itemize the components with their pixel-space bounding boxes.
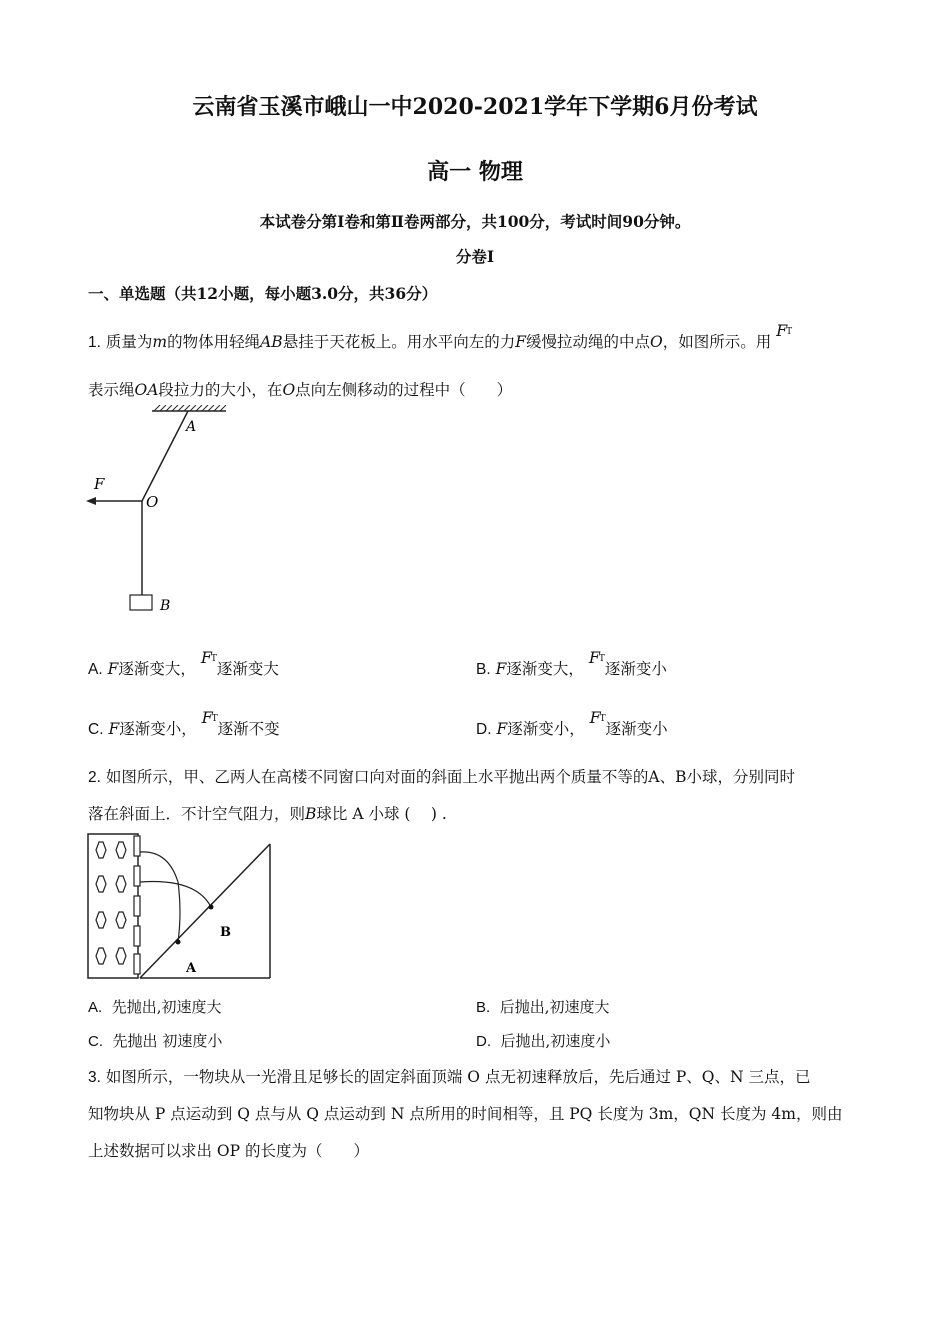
option-text: 逐渐变小 xyxy=(604,660,667,678)
q2-text: 球比 A 小球 ( ) . xyxy=(316,805,447,823)
option-text: 先抛出,初速度大 xyxy=(111,998,222,1016)
q1-var-oa: OA xyxy=(134,381,159,399)
option-var-f: F xyxy=(107,660,119,678)
option-text: 逐渐变小 xyxy=(605,720,668,738)
option-var-f: F xyxy=(496,720,508,738)
exam-title: 云南省玉溪市峨山一中2020-2021学年下学期6月份考试 xyxy=(192,94,758,120)
option-text: 逐渐变大 xyxy=(216,660,279,678)
q1-var-o: O xyxy=(650,333,663,351)
q1-number: 1. xyxy=(88,334,101,351)
building xyxy=(88,834,138,978)
q2-option-c[interactable] xyxy=(88,1030,222,1051)
trajectory-b xyxy=(140,882,211,907)
incline xyxy=(140,844,270,978)
q1-figure xyxy=(80,405,250,620)
q1-text: ，如图所示。用 xyxy=(662,333,772,351)
q1-text: 点向左侧移动的过程中（ ） xyxy=(295,381,513,399)
option-text: 逐渐变小， xyxy=(119,720,197,738)
label-f: F xyxy=(94,475,105,493)
option-letter: C. xyxy=(88,1033,103,1050)
option-var-f: F xyxy=(108,720,120,738)
part-heading: 一、单选题（共12小题，每小题3.0分，共36分） xyxy=(88,284,438,303)
ft-symbol: F T xyxy=(200,648,217,667)
mass-block xyxy=(130,595,152,610)
q1-var-m: m xyxy=(152,333,168,351)
q1-var-f: F xyxy=(515,333,526,351)
label-b: B xyxy=(160,598,171,614)
label-b: B xyxy=(220,925,231,940)
q3-line3: 上述数据可以求出 OP 的长度为（ ） xyxy=(88,1142,369,1160)
option-letter: A. xyxy=(88,999,103,1016)
option-letter: C. xyxy=(88,721,104,738)
ft-symbol: F T xyxy=(776,321,793,340)
q1-option-a[interactable] xyxy=(88,648,279,679)
q2-line1 xyxy=(88,765,795,787)
ft-symbol: F T xyxy=(588,648,605,667)
rope-oa xyxy=(142,411,188,501)
exam-info: 本试卷分第Ⅰ卷和第Ⅱ卷两部分，共100分，考试时间90分钟。 xyxy=(259,212,691,231)
option-text: 逐渐变大， xyxy=(506,660,584,678)
option-text: 后抛出,初速度大 xyxy=(499,998,610,1016)
section-label: 分卷I xyxy=(455,247,495,266)
option-text: 后抛出,初速度小 xyxy=(500,1032,611,1050)
q3-number: 3. xyxy=(88,1069,101,1086)
q3-line1 xyxy=(88,1065,811,1087)
option-letter: A. xyxy=(88,661,103,678)
q1-text: 表示绳 xyxy=(88,381,135,399)
option-text: 逐渐变大， xyxy=(118,660,196,678)
q3-line2: 知物块从 P 点运动到 Q 点与从 Q 点运动到 N 点所用的时间相等，且 PQ 长度为 3m，QN 长度为 4m，则由 xyxy=(88,1105,843,1123)
ft-symbol: F T xyxy=(589,708,606,727)
q1-option-b[interactable] xyxy=(476,648,667,679)
option-var-f: F xyxy=(495,660,507,678)
q1-text: 悬挂于天花板上。用水平向左的力 xyxy=(282,333,516,351)
ball-a xyxy=(176,940,181,945)
q2-option-d[interactable] xyxy=(476,1030,610,1051)
q1-var-ab: AB xyxy=(260,333,283,351)
q2-option-b[interactable] xyxy=(476,996,610,1017)
q2-var-b: B xyxy=(305,805,317,823)
ft-symbol: F T xyxy=(201,708,218,727)
option-text: 先抛出 初速度小 xyxy=(112,1032,223,1050)
q1-text: 缓慢拉动绳的中点 xyxy=(525,333,650,351)
label-a: A xyxy=(186,961,197,976)
q1-text: 段拉力的大小，在 xyxy=(158,381,283,399)
q2-line2 xyxy=(88,802,447,824)
ball-b xyxy=(209,905,214,910)
option-letter: B. xyxy=(476,999,491,1016)
q2-number: 2. xyxy=(88,769,101,786)
option-letter: B. xyxy=(476,661,491,678)
q1-var-o: O xyxy=(282,381,296,399)
option-text: 逐渐变小， xyxy=(507,720,585,738)
q1-text: 的物体用轻绳 xyxy=(167,333,261,351)
q1-line1 xyxy=(88,321,793,352)
option-text: 逐渐不变 xyxy=(217,720,280,738)
trajectory-a xyxy=(140,852,180,942)
q2-option-a[interactable] xyxy=(88,996,222,1017)
q1-option-c[interactable] xyxy=(88,708,280,739)
q1-option-d[interactable] xyxy=(476,708,668,739)
q1-text: 质量为 xyxy=(105,333,153,351)
q3-text: 如图所示，一物块从一光滑且足够长的固定斜面顶端 O 点无初速释放后，先后通过 P、Q、N 三点，已 xyxy=(105,1068,811,1086)
q1-line2 xyxy=(88,378,512,400)
label-o: O xyxy=(146,493,159,511)
q2-text: 落在斜面上．不计空气阻力，则 xyxy=(88,805,306,823)
q2-figure xyxy=(86,832,274,982)
option-letter: D. xyxy=(476,721,492,738)
exam-subtitle: 高一 物理 xyxy=(427,159,523,185)
label-a: A xyxy=(186,419,197,435)
q2-text: 如图所示，甲、乙两人在高楼不同窗口向对面的斜面上水平抛出两个质量不等的A、B小球，分别同时 xyxy=(105,768,795,786)
option-letter: D. xyxy=(476,1033,491,1050)
